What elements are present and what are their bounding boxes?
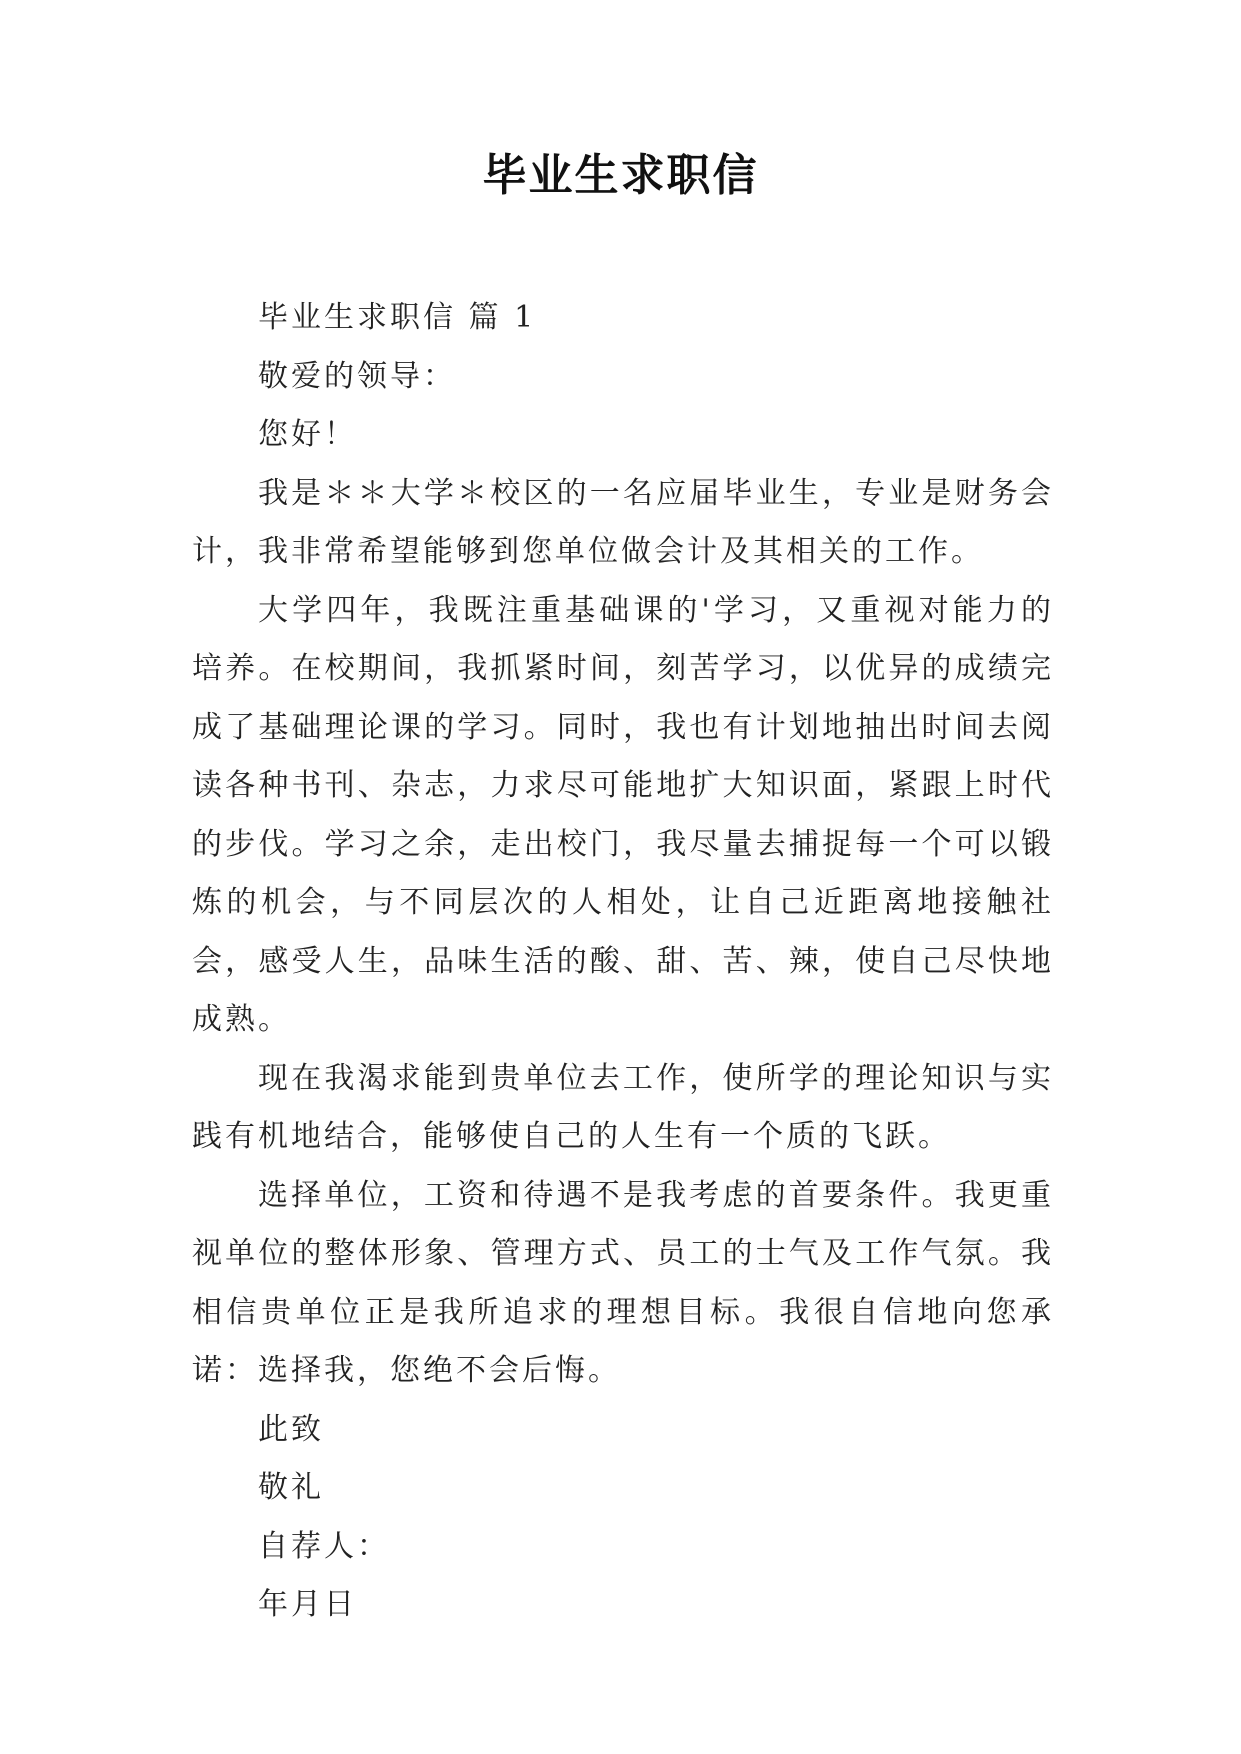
signature-label: 自荐人： (258, 1528, 390, 1564)
section-heading: 毕业生求职信 篇 1 (258, 300, 537, 335)
salutation: 敬爱的领导： (258, 358, 456, 394)
paragraph-choice: 选择单位，工资和待遇不是我考虑的首要条件。我更重视单位的整体形象、管理方式、员工的士气及工作气氛。我相信贵单位正是我所追求的理想目标。我很自信地向您承诺：选择我，您绝不会后悔。 (192, 1177, 1054, 1388)
paragraph-university: 大学四年，我既注重基础课的'学习，又重视对能力的培养。在校期间，我抓紧时间，刻苦学习，以优异的成绩完成了基础理论课的学习。同时，我也有计划地抽出时间去阅读各种书刊、杂志，力求尽可能地扩大知识面，紧跟上时代的步伐。学习之余，走出校门，我尽量去捕捉每一个可以锻炼的机会，与不同层次的人相处，让自己近距离地接触社会，感受人生，品味生活的酸、甜、苦、辣，使自己尽快地成熟。 (192, 592, 1054, 1037)
closing-jingli: 敬礼 (258, 1470, 324, 1505)
paragraph-aspiration: 现在我渴求能到贵单位去工作，使所学的理论知识与实践有机地结合，能够使自己的人生有一个质的飞跃。 (192, 1060, 1054, 1154)
paragraph-intro: 我是＊＊大学＊校区的一名应届毕业生，专业是财务会计，我非常希望能够到您单位做会计及其相关的工作。 (192, 475, 1054, 569)
greeting: 您好！ (258, 417, 357, 452)
document-title: 毕业生求职信 (482, 150, 759, 201)
date-label: 年月日 (258, 1587, 357, 1622)
closing-cizhi: 此致 (258, 1411, 324, 1447)
document-body (192, 289, 1054, 1635)
